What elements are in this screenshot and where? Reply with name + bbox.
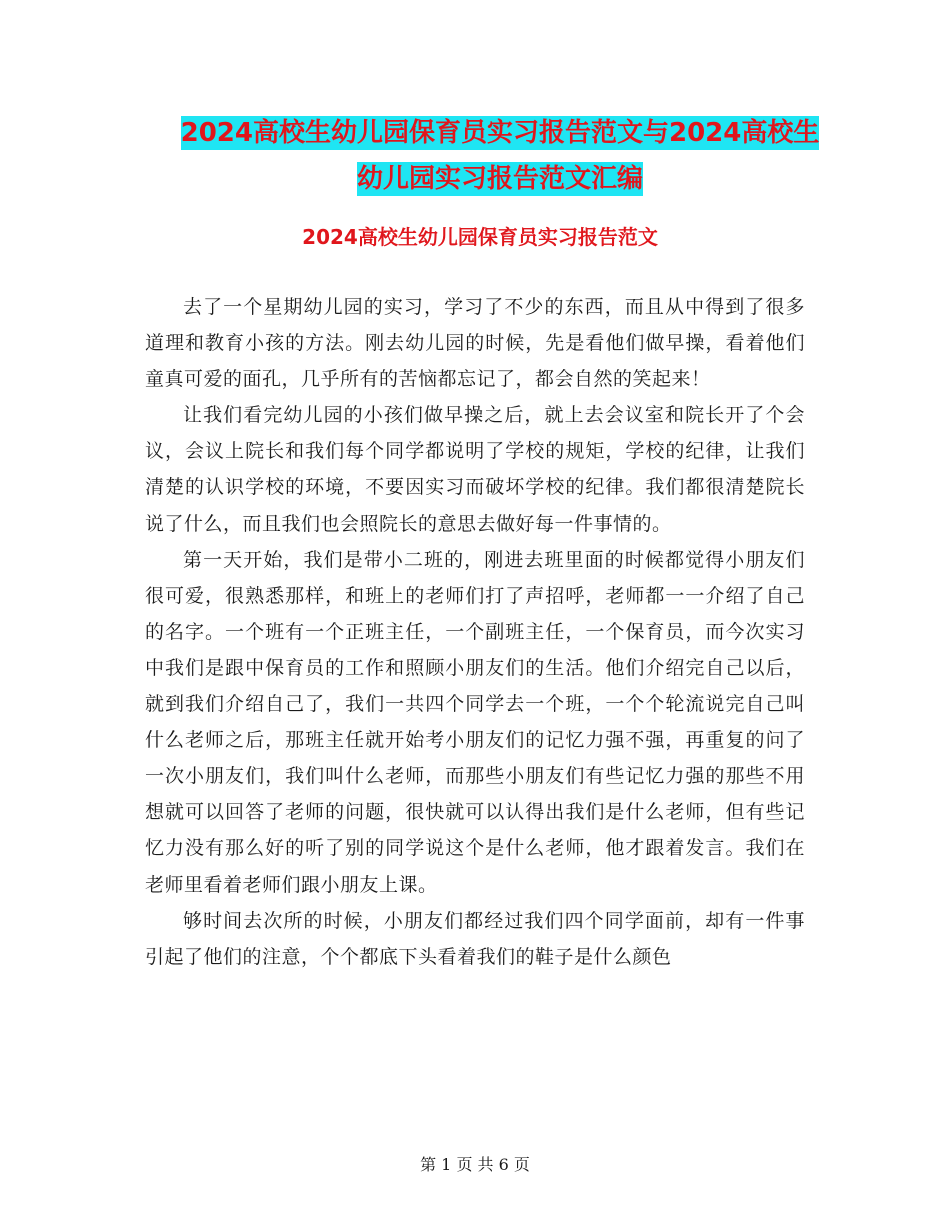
body-text (145, 289, 805, 975)
page-number-footer: 第 1 页 共 6 页 (420, 1155, 530, 1174)
paragraph: 去了一个星期幼儿园的实习，学习了不少的东西，而且从中得到了很多道理和教育小孩的方法。刚去幼儿园的时候，先是看他们做早操，看着他们童真可爱的面孔，几乎所有的苦恼都忘记了，都会自然的笑起来！ (145, 296, 805, 391)
section-title: 2024高校生幼儿园保育员实习报告范文 (302, 225, 658, 249)
document-title-line2: 幼儿园实习报告范文汇编 (356, 164, 643, 194)
document-title-line1: 2024高校生幼儿园保育员实习报告范文与2024高校生 (180, 118, 820, 148)
paragraph: 够时间去次所的时候，小朋友们都经过我们四个同学面前，却有一件事引起了他们的注意，个个都底下头看着我们的鞋子是什么颜色 (145, 909, 805, 968)
paragraph: 让我们看完幼儿园的小孩们做早操之后，就上去会议室和院长开了个会议，会议上院长和我们每个同学都说明了学校的规矩，学校的纪律，让我们清楚的认识学校的环境，不要因实习而破坏学校的纪律。我们都很清楚院长说了什么，而且我们也会照院长的意思去做好每一件事情的。 (145, 404, 805, 535)
paragraph: 第一天开始，我们是带小二班的，刚进去班里面的时候都觉得小朋友们很可爱，很熟悉那样，和班上的老师们打了声招呼，老师都一一介绍了自己的名字。一个班有一个正班主任，一个副班主任，一个保育员，而今次实习中我们是跟中保育员的工作和照顾小朋友们的生活。他们介绍完自己以后，就到我们介绍自己了，我们一共四个同学去一个班，一个个轮流说完自己叫什么老师之后，那班主任就开始考小朋友们的记忆力强不强，再重复的问了一次小朋友们，我们叫什么老师，而那些小朋友们有些记忆力强的那些不用想就可以回答了老师的问题，很快就可以认得出我们是什么老师，但有些记忆力没有那么好的听了别的同学说这个是什么老师，他才跟着发言。我们在老师里看着老师们跟小朋友上课。 (145, 548, 805, 896)
document-title (140, 110, 860, 202)
